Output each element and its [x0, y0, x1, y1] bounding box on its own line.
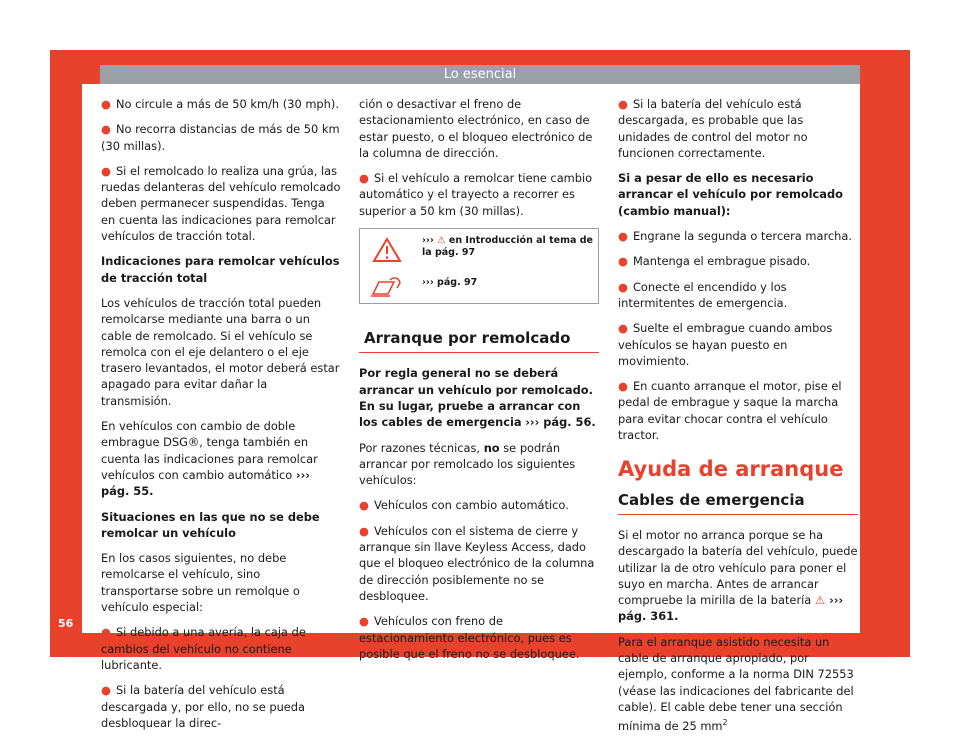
page-reference-link[interactable]: ››› pág. 55.	[101, 467, 310, 499]
page-number: 56	[58, 617, 74, 630]
bullet-icon: ●	[618, 279, 628, 294]
heading-manual: Si a pesar de ello es necesario arrancar el vehículo por remolcado (cambio manual):	[618, 171, 843, 218]
bullet-icon: ●	[618, 254, 628, 269]
list-item: ● No recorra distancias de más de 50 km (30 millas).	[101, 122, 340, 153]
paragraph-regla: Por regla general no se deberá arrancar un vehículo por remolcado. En su lugar, pruebe a arrancar con los cables de emergencia ››› pág. 56.	[359, 366, 596, 430]
paragraph-razones: Por razones técnicas, no se podrán arrancar por remolcado los siguientes vehículos:	[359, 440, 576, 488]
bullet-icon: ●	[101, 163, 111, 178]
warning-reference-1[interactable]: ››› ⚠ en Introducción al tema de la pág. 97	[422, 235, 593, 259]
paragraph-arranque: Para el arranque asistido necesita un cable de arranque apropiado, por ejemplo, conforme a la norma DIN 72553 (véase las indicaciones del fabricante del cable). El cable debe tener una sección mínima de 25 $mm^2$	[618, 634, 854, 733]
heading-traccion: Indicaciones para remolcar vehículos de tracción total	[101, 254, 340, 285]
bullet-icon: ●	[359, 171, 369, 186]
list-item: ● Suelte el embrague cuando ambos vehículos se hayan puesto en movimiento.	[618, 321, 833, 368]
list-item: ● En cuanto arranque el motor, pise el pedal de embrague y saque la marcha para evitar chocar contra el vehículo tractor.	[618, 379, 842, 443]
battery-icon: ⚠	[814, 593, 826, 608]
bullet-list-bottom	[101, 624, 341, 731]
warning-triangle-icon	[372, 237, 402, 263]
bullet-icon: ●	[618, 321, 628, 336]
bullet-list-top	[101, 96, 341, 244]
column-3	[618, 96, 858, 743]
book-hand-icon	[370, 274, 404, 298]
bullet-list-pasos	[618, 228, 858, 443]
section-title-cables: Cables de emergencia	[618, 488, 858, 515]
list-item: ● Vehículos con cambio automático.	[359, 498, 569, 513]
warning-reference-2[interactable]: ››› pág. 97	[422, 277, 478, 289]
paragraph-cables: Si el motor no arranca porque se ha descargado la batería del vehículo, puede utilizar la de otro vehículo para poner el suyo en marcha. Antes de arrancar compruebe la mirilla de la batería ⚠ ››› pág. 361.	[618, 527, 858, 624]
heading-situaciones: Situaciones en las que no se debe remolcar un vehículo	[101, 509, 320, 540]
list-item: ● Mantenga el embrague pisado.	[618, 254, 811, 269]
bullet-icon: ●	[101, 97, 111, 111]
bullet-icon: ●	[618, 229, 628, 244]
section-title-arranque: Arranque por remolcado	[359, 324, 599, 353]
bullet-icon: ●	[359, 614, 369, 629]
warning-reference-box	[359, 228, 599, 304]
column-1	[101, 96, 341, 740]
bullet-icon: ●	[618, 379, 628, 394]
bullet-icon: ●	[618, 97, 628, 111]
list-item: ● Si la batería del vehículo está descargada y, por ello, no se pueda desbloquear la direc-	[101, 683, 306, 730]
bullet-icon: ●	[359, 498, 369, 513]
bullet-list-cont	[359, 170, 599, 219]
chapter-title: Ayuda de arranque	[618, 457, 844, 482]
bullet-icon: ●	[101, 683, 111, 698]
paragraph-continuation: ción o desactivar el freno de estacionamiento electrónico, en caso de estar puesto, o el bloqueo electrónico de la columna de dirección.	[359, 97, 593, 160]
list-item: ● Vehículos con freno de estacionamiento electrónico, pues es posible que el freno no se desbloquee.	[359, 614, 580, 661]
paragraph-dsg: En vehículos con cambio de doble embrague DSG®, tenga también en cuenta las indicaciones para remolcar vehículos con cambio automático ››› pág. 55.	[101, 419, 318, 499]
page-reference-link[interactable]: ⚠ ››› pág. 361.	[618, 593, 844, 624]
bullet-list-bateria	[618, 96, 858, 161]
list-item: ● No circule a más de 50 km/h (30 mph).	[101, 97, 339, 111]
paragraph-traccion: Los vehículos de tracción total pueden remolcarse mediante una barra o un cable de remolcado. Si el vehículo se remolca con el eje delantero o el eje trasero levantados, el motor deberá estar apagado para evitar dañar la transmisión.	[101, 295, 340, 408]
bullet-icon: ●	[101, 625, 111, 640]
bullet-icon: ●	[359, 523, 369, 538]
bullet-list-vehiculos	[359, 497, 599, 662]
section-header: Lo esencial	[100, 65, 860, 84]
list-item: ● Conecte el encendido y los intermitentes de emergencia.	[618, 279, 788, 310]
bullet-icon: ●	[101, 122, 111, 137]
list-item: ● Vehículos con el sistema de cierre y arranque sin llave Keyless Access, dado que el bloqueo electrónico de la columna de dirección posiblemente no se desbloquee.	[359, 523, 595, 603]
list-item: ● Engrane la segunda o tercera marcha.	[618, 229, 852, 244]
paragraph-situaciones: En los casos siguientes, no debe remolcarse el vehículo, sino transportarse sobre un remolque o vehículo especial:	[101, 551, 300, 615]
list-item: ● Si el vehículo a remolcar tiene cambio automático y el trayecto a recorrer es superior a 50 km (30 millas).	[359, 171, 593, 218]
list-item: ● Si debido a una avería, la caja de cambios del vehículo no contiene lubricante.	[101, 625, 306, 672]
list-item: ● Si el remolcado lo realiza una grúa, las ruedas delanteras del vehículo remolcado deben permanecer suspendidas. Tenga en cuenta las indicaciones para remolcar vehículos de tracción total.	[101, 163, 341, 244]
list-item: ● Si la batería del vehículo está descargada, es probable que las unidades de control del motor no funcionen correctamente.	[618, 97, 808, 160]
page-reference-link[interactable]: ››› pág. 56.	[525, 415, 596, 430]
warning-small-icon: ⚠	[437, 235, 446, 247]
column-2	[359, 96, 599, 671]
